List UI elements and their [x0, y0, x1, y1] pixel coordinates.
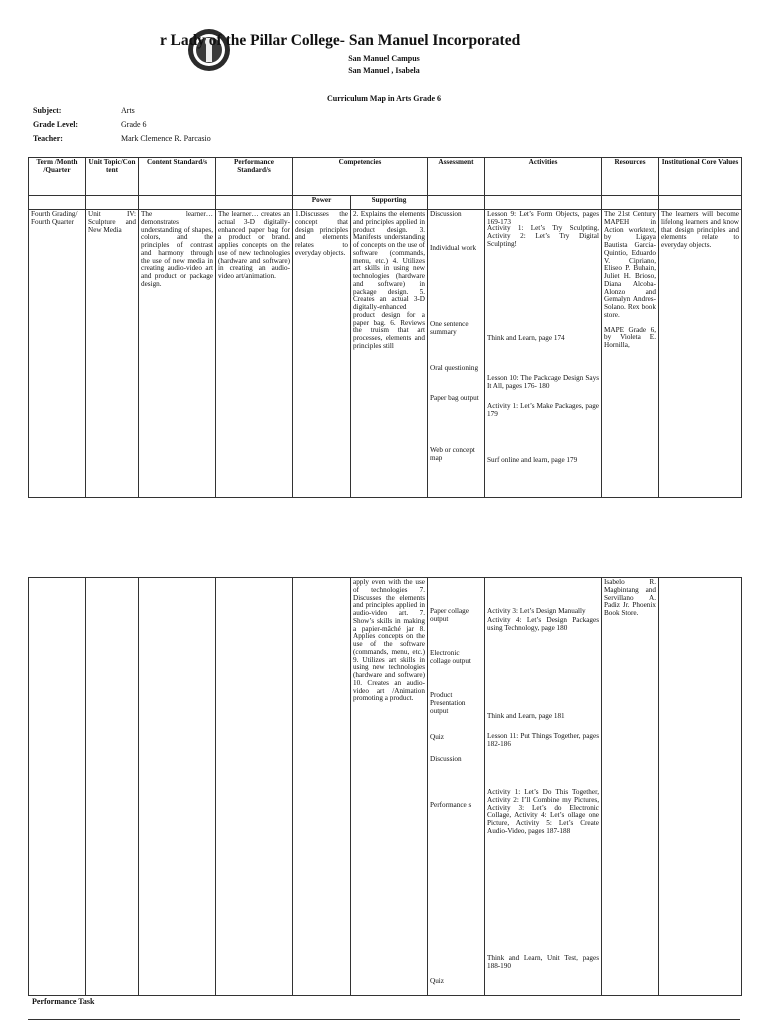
activity-item: Activity 1: Let’s Do This Together, Activity 2: I’ll Combine my Pictures, Activity 3: Let’s do Electronic Collage, Activity 4: Let’s ollage one Picture, Activity 5: Let’s Create Audio-Video, pages 187-188 [487, 788, 599, 835]
assessment-item: Quiz [430, 977, 444, 985]
cell-term: Fourth Grading/ Fourth Quarter [29, 210, 86, 498]
cell-supporting-competency-cont: apply even with the use of technologies 7. Discusses the elements and principles applied in audio-video art. 7. Show’s skills in making a papier-mâché jar 8. Applies concepts on the use of the software (commands, menu, etc.) 9. Utilizes art skills in using new technologies (hardware and software) 10. Creates an audio-video art /Animation promoting a product. [351, 578, 428, 996]
sub-empty [29, 196, 86, 210]
header-competencies: Competencies [293, 158, 428, 196]
resource-item: MAPE Grade 6, by Violeta E. Hornilla, [604, 325, 656, 350]
cell-unit: Unit IV: Sculpture and New Media [86, 210, 139, 498]
activity-item: Activity 1: Let’s Make Packages, page 179 [487, 402, 599, 418]
table-top-rule [28, 1019, 740, 1020]
grade-row [33, 120, 433, 132]
header-assessment: Assessment [428, 158, 485, 196]
header-core-values: Institutional Core Values [659, 158, 742, 196]
assessment-item: Web or concept map [430, 446, 475, 462]
cell-resources-cont: Isabelo R. Magbintang and Servillano A. Padiz Jr. Phoenix Book Store. [602, 578, 659, 996]
curriculum-table-part2 [28, 577, 742, 996]
cell-resources [602, 210, 659, 498]
sub-empty [216, 196, 293, 210]
cell-empty [659, 578, 742, 996]
assessment-item: Electronic collage output [430, 649, 471, 665]
sub-empty [602, 196, 659, 210]
college-name: r Lady of the Pillar College- San Manuel Incorporated [160, 32, 521, 49]
cell-empty [293, 578, 351, 996]
sub-empty [485, 196, 602, 210]
curriculum-table-part1 [28, 157, 742, 498]
assessment-item: Discussion [430, 210, 462, 218]
cell-empty [216, 578, 293, 996]
assessment-item: Oral questioning [430, 364, 479, 372]
header-content-standards: Content Standard/s [139, 158, 216, 196]
cell-empty [29, 578, 86, 996]
activity-item: Think and Learn, Unit Test, pages 188-190 [487, 954, 599, 970]
assessment-item: Performance s [430, 801, 472, 809]
subject-value: Arts [121, 106, 135, 115]
resource-item: The 21st Century MAPEH in Action worktext, by Ligaya Bautista Garcia-Quintio, Eduardo V. Cipriano, Eliseo P. Buhain, Juliet H. Brioso, Diana Alcoba-Alonzo and Gemalyn Andres-Solano. Rex book store. [604, 210, 656, 319]
activity-item: Activity 3: Let’s Design Manually [487, 607, 586, 615]
cell-activities-cont [485, 578, 602, 996]
cell-empty [139, 578, 216, 996]
sub-empty [428, 196, 485, 210]
sub-empty [86, 196, 139, 210]
campus-name: San Manuel Campus [348, 54, 420, 63]
cell-performance-standard: The learner… creates an actual 3-D digitally-enhanced paper bag for a product or brand. applies concepts on the use of new technologies (hardware and software) in creating an audio-video art/animation. [216, 210, 293, 498]
header-power: Power [293, 196, 351, 210]
header-supporting: Supporting [351, 196, 428, 210]
performance-task-heading: Performance Task [32, 997, 95, 1006]
sub-empty [139, 196, 216, 210]
activity-item: Lesson 11: Put Things Together, pages 182-186 [487, 732, 599, 748]
assessment-item: Quiz [430, 733, 444, 741]
subject-row [33, 106, 433, 118]
activity-item: Activity 4: Let’s Design Packages using Technology, page 180 [487, 616, 599, 632]
town-name: San Manuel , Isabela [348, 66, 420, 75]
activity-item: Lesson 10: The Packcage Design Says It All, pages 176- 180 [487, 374, 599, 390]
cell-activities [485, 210, 602, 498]
assessment-item: One sentence summary [430, 320, 469, 336]
assessment-item: Paper collage output [430, 607, 469, 623]
cell-assessment-cont [428, 578, 485, 996]
teacher-value: Mark Clemence R. Parcasio [121, 134, 211, 143]
assessment-item: Individual work [430, 244, 477, 252]
cell-core-values: The learners will become lifelong learners and know that design principles and elements relate to everyday objects. [659, 210, 742, 498]
header-activities: Activities [485, 158, 602, 196]
grade-label: Grade Level: [33, 120, 79, 129]
cell-power-competency: 1.Discusses the concept that design principles and elements relates to everyday objects. [293, 210, 351, 498]
cell-supporting-competency: 2. Explains the elements and principles applied in product design. 3. Manifests understanding of concepts on the use of software (commands, menu, etc.) 4. Utilizes art skills in using new technologies (hardware and software) in package design. 5. Creates an actual 3-D digitally-enhanced product design for a paper bag. 6. Reviews the truism that art processes, elements and principles still [351, 210, 428, 498]
activity-item: Lesson 9: Let’s Form Objects, pages 169-173 [487, 210, 599, 226]
activity-item: Think and Learn, page 181 [487, 712, 565, 720]
activity-item: Think and Learn, page 174 [487, 334, 565, 342]
teacher-row [33, 134, 433, 146]
cell-assessment [428, 210, 485, 498]
assessment-item: Paper bag output [430, 394, 479, 402]
document-title: Curriculum Map in Arts Grade 6 [327, 94, 441, 103]
cell-content-standard: The learner… demonstrates understanding of shapes, colors, and the principles of contrast and harmony through the use of new media in creating audio-video art and product or package design. [139, 210, 216, 498]
header-term: Term /Month /Quarter [29, 158, 86, 196]
activity-item: Surf online and learn, page 179 [487, 456, 578, 464]
assessment-item: Discussion [430, 755, 462, 763]
header-unit: Unit Topic/Con tent [86, 158, 139, 196]
subject-label: Subject: [33, 106, 62, 115]
sub-empty [659, 196, 742, 210]
header-resources: Resources [602, 158, 659, 196]
teacher-label: Teacher: [33, 134, 63, 143]
grade-value: Grade 6 [121, 120, 147, 129]
header-performance-standards: Performance Standard/s [216, 158, 293, 196]
cell-empty [86, 578, 139, 996]
assessment-item: Product Presentation output [430, 691, 466, 715]
activity-item: Activity 1: Let’s Try Sculpting, Activity 2: Let’s Try Digital Sculpting! [487, 224, 599, 248]
